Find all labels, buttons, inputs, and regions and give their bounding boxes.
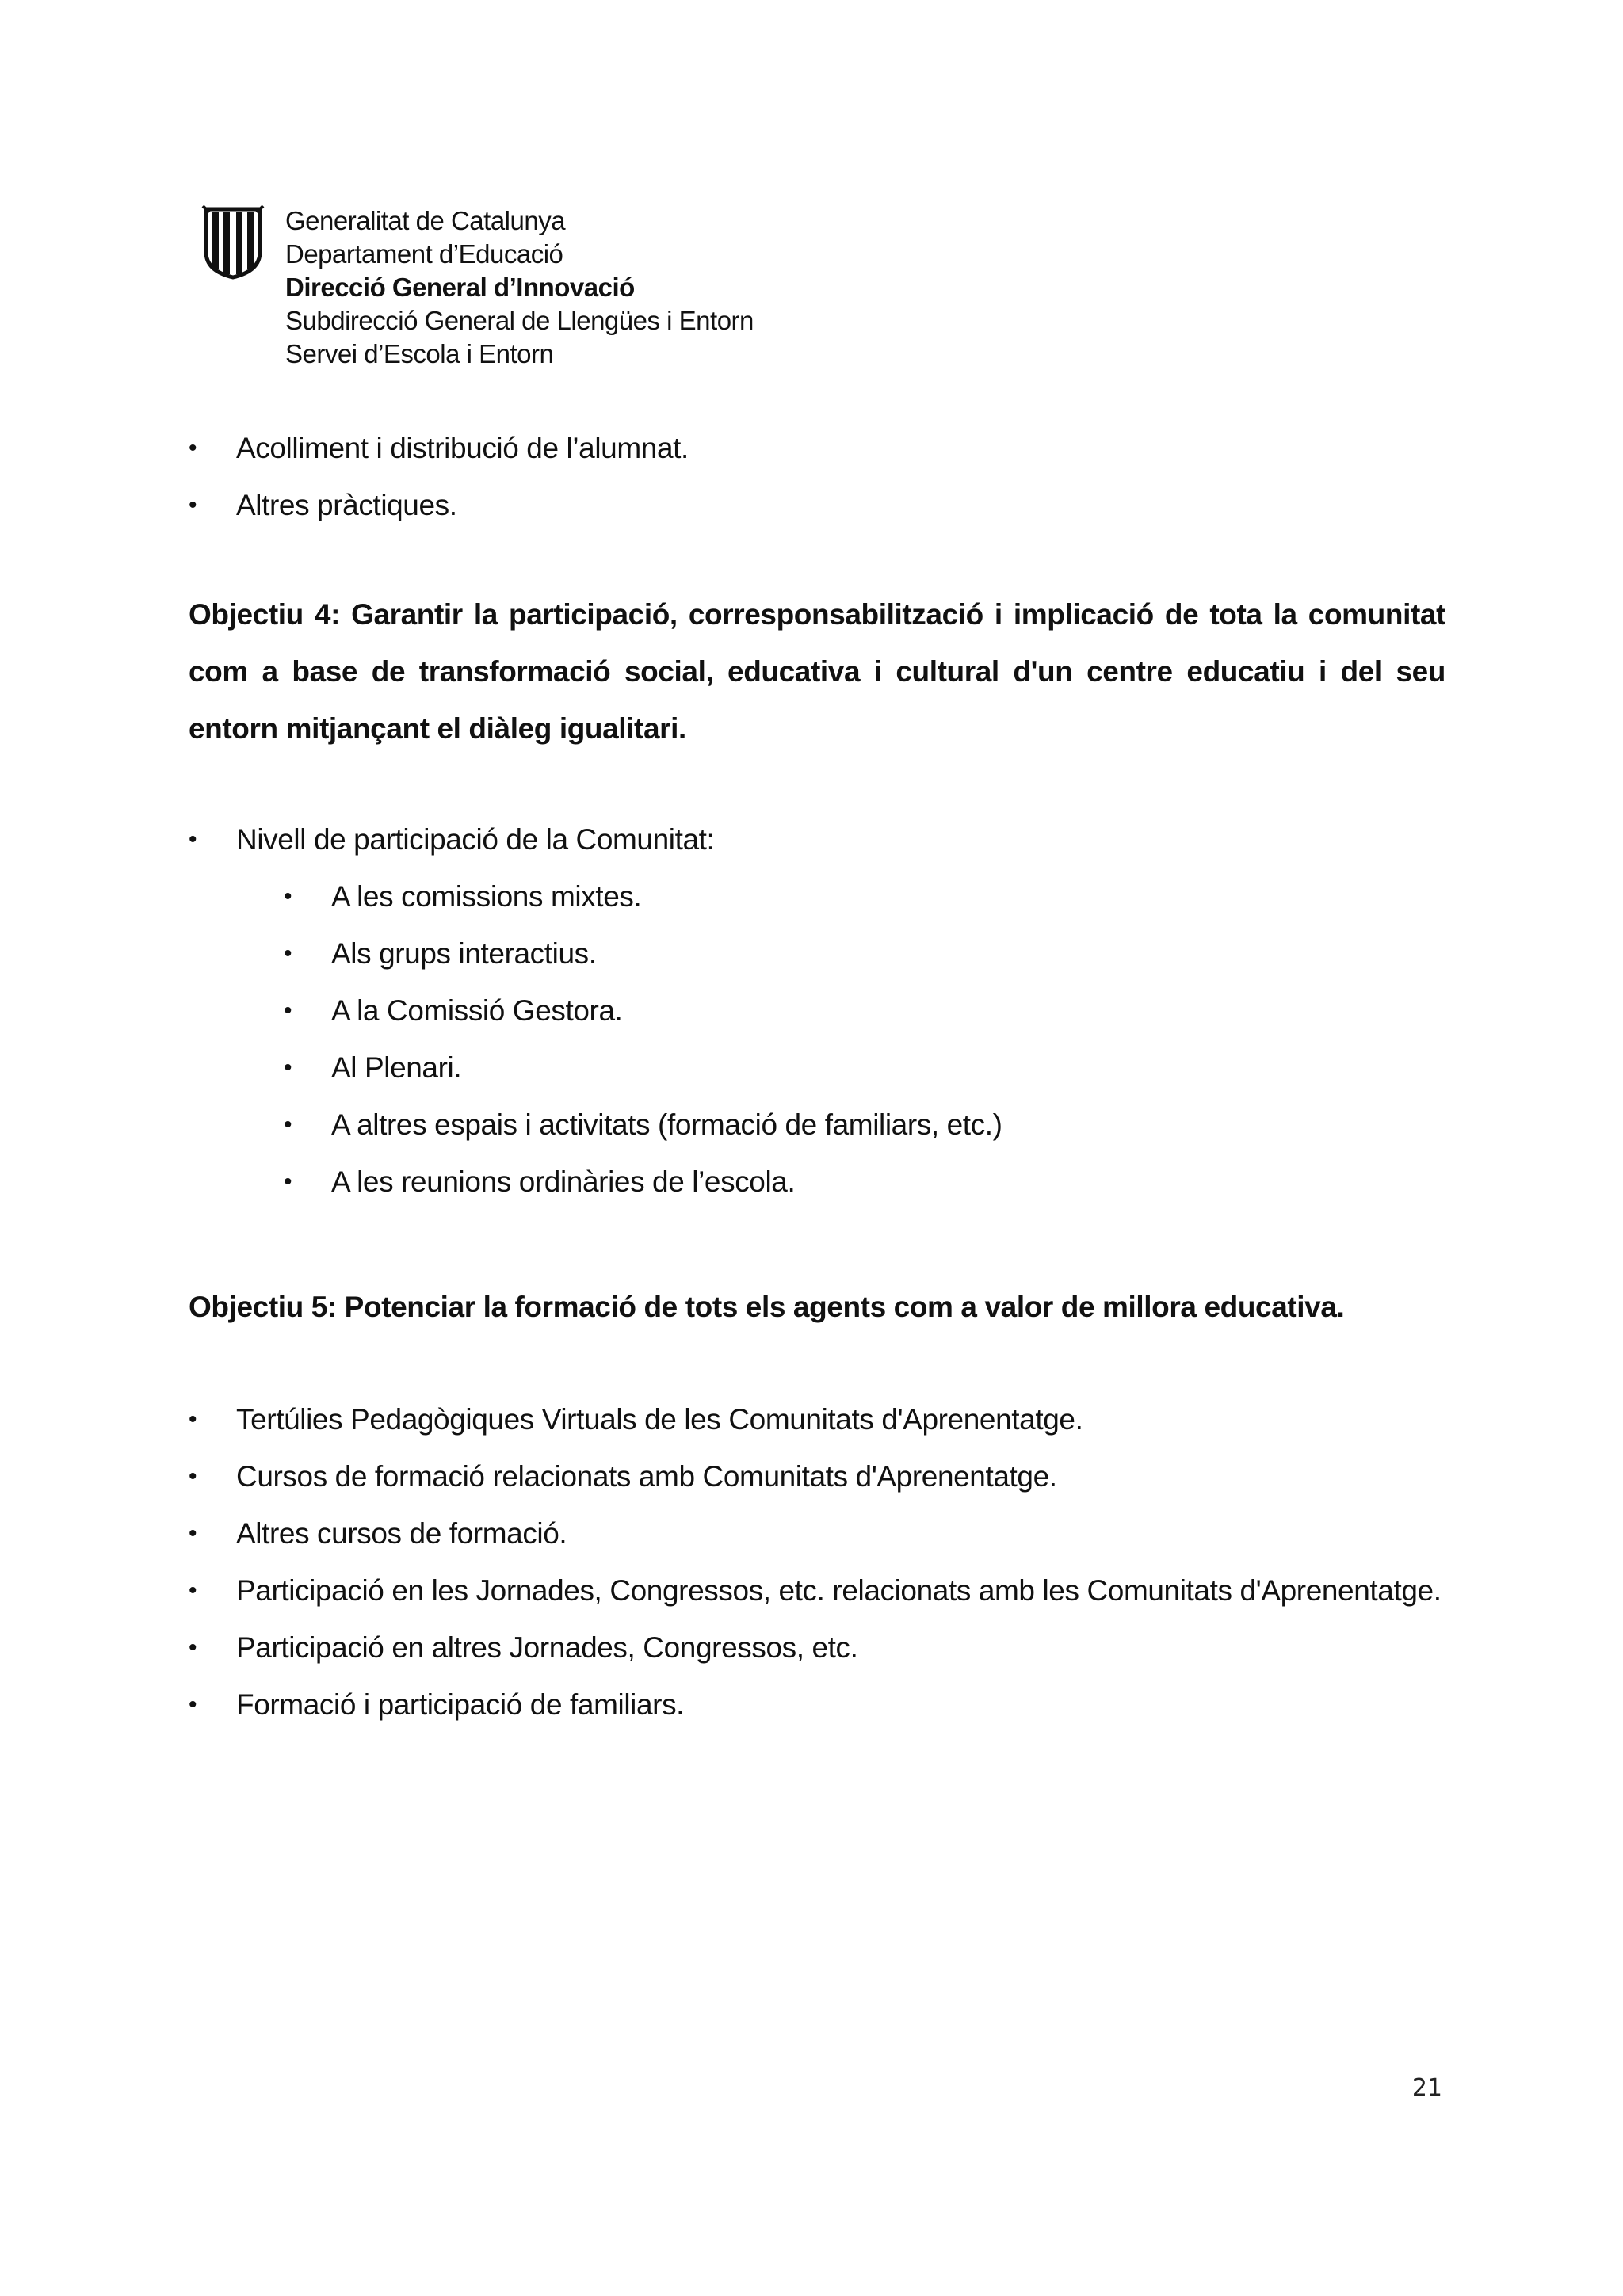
list-subitem: • A altres espais i activitats (formació de familiars, etc.): [331, 1097, 1002, 1154]
list-subitem: • Als grups interactius.: [331, 925, 1002, 982]
bullet-list-2: [189, 811, 715, 868]
list-subitem: • A les comissions mixtes.: [331, 868, 1002, 925]
header-line-subdireccio: Subdirecció General de Llengües i Entorn: [285, 306, 754, 335]
list-item: • Altres cursos de formació.: [236, 1505, 1442, 1562]
bullet-icon: •: [284, 1055, 292, 1081]
list-item: • Formació i participació de familiars.: [236, 1676, 1442, 1733]
bullet-icon: •: [284, 997, 292, 1024]
list-item: • Participació en altres Jornades, Congressos, etc.: [236, 1619, 1442, 1676]
objective-5-heading: Objectiu 5: Potenciar la formació de tots els agents com a valor de millora educativa.: [189, 1291, 1345, 1323]
list-item: • Cursos de formació relacionats amb Comunitats d'Aprenentatge.: [236, 1448, 1442, 1505]
bullet-list-3: [189, 1391, 1442, 1733]
bullet-icon: •: [189, 435, 197, 461]
list-subitem: • A les reunions ordinàries de l’escola.: [331, 1154, 1002, 1211]
bullet-icon: •: [189, 826, 197, 852]
page-number: 21: [1411, 2074, 1442, 2102]
bullet-icon: •: [284, 883, 292, 910]
header-line-direccio: Direcció General d’Innovació: [285, 273, 635, 302]
bullet-sublist-2: [284, 868, 1002, 1211]
bullet-icon: •: [189, 1406, 197, 1432]
bullet-icon: •: [189, 1463, 197, 1489]
generalitat-shield-icon: [201, 204, 265, 280]
list-subitem: • Al Plenari.: [331, 1039, 1002, 1097]
list-item: • Participació en les Jornades, Congressos, etc. relacionats amb les Comunitats d'Aprenentatge.: [236, 1562, 1442, 1619]
list-item: • Altres pràctiques.: [236, 477, 689, 534]
bullet-icon: •: [189, 1577, 197, 1604]
bullet-icon: •: [284, 1169, 292, 1195]
list-subitem: • A la Comissió Gestora.: [331, 982, 1002, 1039]
bullet-icon: •: [189, 1634, 197, 1661]
bullet-icon: •: [284, 1112, 292, 1138]
bullet-icon: •: [189, 492, 197, 518]
header-text-block: [285, 204, 754, 371]
header-line-departament: Departament d’Educació: [285, 239, 563, 269]
list-item: • Nivell de participació de la Comunitat:: [236, 811, 714, 868]
list-item: • Acolliment i distribució de l’alumnat.: [236, 420, 689, 477]
bullet-icon: •: [189, 1520, 197, 1547]
bullet-list-1: [189, 420, 689, 534]
header-line-generalitat: Generalitat de Catalunya: [285, 206, 566, 235]
document-header: [201, 204, 754, 371]
list-item: • Tertúlies Pedagògiques Virtuals de les Comunitats d'Aprenentatge.: [236, 1391, 1442, 1448]
header-line-servei: Servei d’Escola i Entorn: [285, 339, 554, 368]
bullet-icon: •: [284, 940, 292, 967]
objective-4-heading: Objectiu 4: Garantir la participació, corresponsabilització i implicació de tota la comunitat com a base de transformació social, educativa i cultural d'un centre educatiu i del seu entorn mitjançant el diàleg igualitari.: [189, 598, 1445, 745]
bullet-icon: •: [189, 1691, 197, 1718]
